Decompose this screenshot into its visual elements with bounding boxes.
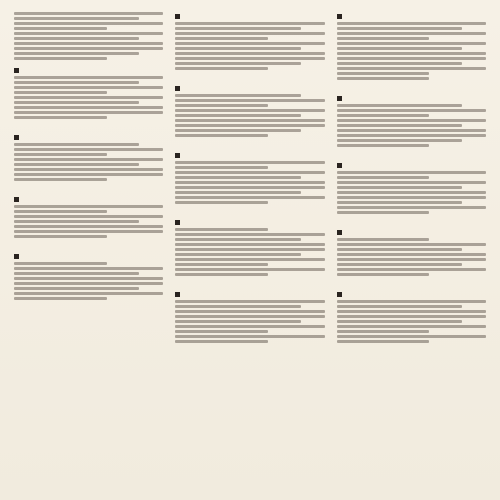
- song-entry-heading: [175, 84, 324, 92]
- text-line: [14, 52, 139, 55]
- text-line: [337, 310, 486, 313]
- text-line: [175, 186, 324, 189]
- text-line: [337, 67, 486, 70]
- text-line: [175, 253, 300, 256]
- text-line: [14, 158, 163, 161]
- text-line: [14, 116, 107, 119]
- text-line: [337, 104, 462, 107]
- text-line: [337, 72, 430, 75]
- song-entry: [337, 94, 486, 155]
- song-entry-heading: [175, 151, 324, 159]
- song-description: [337, 22, 486, 80]
- text-line: [175, 22, 324, 25]
- song-description: [175, 228, 324, 276]
- text-line: [14, 96, 163, 99]
- text-line: [175, 62, 300, 65]
- song-title-japanese: [337, 292, 482, 297]
- text-line: [175, 263, 268, 266]
- text-line: [175, 166, 268, 169]
- song-entry: [337, 228, 486, 284]
- square-bullet-icon: [337, 14, 342, 19]
- text-line: [14, 32, 163, 35]
- song-title-japanese: [14, 197, 159, 202]
- text-line: [14, 111, 163, 114]
- song-title-japanese: [175, 14, 320, 19]
- song-entry-heading: [337, 161, 486, 169]
- text-line: [175, 335, 324, 338]
- song-entry: [337, 290, 486, 351]
- text-line: [337, 330, 430, 333]
- text-line: [175, 320, 300, 323]
- song-description: [175, 161, 324, 204]
- square-bullet-icon: [175, 292, 180, 297]
- text-line: [14, 287, 139, 290]
- song-entry-heading: [175, 290, 324, 298]
- text-line: [175, 268, 324, 271]
- text-line: [175, 305, 300, 308]
- text-line: [337, 27, 462, 30]
- text-line: [337, 300, 486, 303]
- song-title-japanese: [337, 163, 482, 168]
- text-line: [175, 104, 268, 107]
- text-line: [337, 22, 486, 25]
- text-line: [175, 330, 268, 333]
- text-line: [175, 32, 324, 35]
- text-line: [175, 196, 324, 199]
- song-title-japanese: [175, 153, 320, 158]
- song-entry-heading: [175, 12, 324, 20]
- text-line: [175, 42, 324, 45]
- text-line: [175, 228, 268, 231]
- song-description: [337, 104, 486, 147]
- song-description: [175, 22, 324, 70]
- song-entry-heading: [14, 252, 163, 260]
- song-description: [175, 300, 324, 343]
- text-line: [175, 248, 324, 251]
- text-line: [175, 94, 300, 97]
- text-line: [337, 243, 486, 246]
- text-columns: [14, 12, 486, 488]
- text-line: [14, 292, 163, 295]
- text-line: [175, 181, 324, 184]
- text-line: [175, 201, 268, 204]
- text-line: [337, 268, 486, 271]
- text-line: [14, 215, 163, 218]
- text-line: [337, 320, 462, 323]
- song-description: [14, 76, 163, 119]
- text-line: [337, 62, 462, 65]
- text-line: [175, 27, 300, 30]
- song-title-japanese: [14, 254, 159, 259]
- text-line: [175, 176, 300, 179]
- song-entry-heading: [14, 66, 163, 74]
- text-line: [175, 325, 324, 328]
- text-line: [337, 315, 486, 318]
- text-line: [14, 101, 139, 104]
- text-line: [14, 205, 163, 208]
- text-line: [14, 37, 139, 40]
- text-line: [14, 235, 107, 238]
- text-line: [14, 17, 139, 20]
- text-line: [14, 57, 107, 60]
- text-line: [337, 57, 486, 60]
- song-entry: [175, 151, 324, 212]
- text-line: [337, 325, 486, 328]
- text-line: [14, 220, 139, 223]
- text-line: [175, 67, 268, 70]
- song-entry-heading: [175, 218, 324, 226]
- song-entry-heading: [337, 12, 486, 20]
- song-entry: [14, 133, 163, 189]
- text-line: [175, 171, 324, 174]
- song-title-japanese: [337, 14, 482, 19]
- text-line: [175, 129, 300, 132]
- text-line: [337, 171, 486, 174]
- text-line: [337, 196, 486, 199]
- text-line: [14, 81, 139, 84]
- text-line: [14, 47, 163, 50]
- text-line: [337, 42, 486, 45]
- text-line: [337, 37, 430, 40]
- text-line: [337, 124, 462, 127]
- text-line: [175, 161, 324, 164]
- text-line: [175, 315, 324, 318]
- column-3: [337, 12, 486, 488]
- text-line: [175, 47, 300, 50]
- song-entry-heading: [337, 228, 486, 236]
- text-line: [14, 12, 163, 15]
- text-line: [14, 22, 163, 25]
- text-line: [337, 129, 486, 132]
- song-title-japanese: [337, 96, 482, 101]
- text-line: [14, 91, 107, 94]
- text-line: [337, 109, 486, 112]
- song-title-japanese: [175, 86, 320, 91]
- text-line: [175, 310, 324, 313]
- song-entry: [175, 218, 324, 284]
- song-description: [14, 262, 163, 300]
- text-line: [175, 340, 268, 343]
- text-line: [14, 27, 107, 30]
- text-line: [337, 201, 462, 204]
- song-entry: [14, 195, 163, 246]
- square-bullet-icon: [337, 163, 342, 168]
- text-line: [14, 297, 107, 300]
- text-line: [14, 267, 163, 270]
- intro-paragraph: [14, 12, 163, 60]
- text-line: [14, 106, 163, 109]
- text-line: [175, 273, 268, 276]
- song-entry: [14, 66, 163, 127]
- song-title-japanese: [175, 220, 320, 225]
- text-line: [14, 282, 163, 285]
- text-line: [337, 211, 430, 214]
- text-line: [175, 243, 324, 246]
- song-entry-heading: [337, 94, 486, 102]
- text-line: [14, 148, 163, 151]
- text-line: [175, 191, 300, 194]
- text-line: [14, 168, 163, 171]
- text-line: [175, 124, 324, 127]
- text-line: [14, 86, 163, 89]
- text-line: [175, 114, 300, 117]
- text-line: [337, 114, 430, 117]
- song-title-japanese: [337, 230, 482, 235]
- square-bullet-icon: [175, 14, 180, 19]
- text-line: [175, 99, 324, 102]
- song-description: [14, 205, 163, 238]
- text-line: [337, 139, 462, 142]
- text-line: [337, 206, 486, 209]
- text-line: [337, 176, 430, 179]
- square-bullet-icon: [175, 220, 180, 225]
- song-description: [337, 238, 486, 276]
- text-line: [14, 173, 163, 176]
- song-description: [337, 171, 486, 214]
- text-line: [337, 134, 486, 137]
- text-line: [337, 340, 430, 343]
- text-line: [337, 77, 430, 80]
- text-line: [337, 47, 462, 50]
- song-entry-heading: [14, 133, 163, 141]
- text-line: [337, 258, 486, 261]
- text-line: [175, 109, 324, 112]
- text-line: [14, 210, 107, 213]
- text-line: [337, 248, 462, 251]
- text-line: [337, 305, 462, 308]
- song-description: [14, 143, 163, 181]
- text-line: [175, 233, 324, 236]
- text-line: [337, 144, 430, 147]
- text-line: [14, 163, 139, 166]
- text-line: [337, 186, 462, 189]
- text-line: [14, 230, 163, 233]
- text-line: [337, 191, 486, 194]
- song-title-japanese: [14, 68, 159, 73]
- song-title-japanese: [175, 292, 320, 297]
- text-line: [175, 119, 324, 122]
- text-line: [175, 37, 268, 40]
- song-description: [175, 94, 324, 137]
- song-entry: [14, 252, 163, 308]
- text-line: [337, 52, 486, 55]
- song-entry-heading: [337, 290, 486, 298]
- text-line: [175, 52, 324, 55]
- text-line: [337, 119, 486, 122]
- square-bullet-icon: [337, 96, 342, 101]
- text-line: [14, 76, 163, 79]
- square-bullet-icon: [175, 86, 180, 91]
- square-bullet-icon: [14, 197, 19, 202]
- song-title-japanese: [14, 135, 159, 140]
- text-line: [14, 272, 139, 275]
- square-bullet-icon: [337, 230, 342, 235]
- text-line: [337, 273, 430, 276]
- song-entry: [175, 290, 324, 351]
- square-bullet-icon: [337, 292, 342, 297]
- text-line: [337, 253, 486, 256]
- song-description: [337, 300, 486, 343]
- square-bullet-icon: [14, 135, 19, 140]
- song-entry: [337, 161, 486, 222]
- song-entry: [175, 84, 324, 145]
- text-line: [14, 225, 163, 228]
- song-entry: [337, 12, 486, 88]
- text-line: [14, 153, 107, 156]
- text-line: [14, 262, 107, 265]
- text-line: [14, 178, 107, 181]
- text-line: [14, 277, 163, 280]
- text-line: [337, 263, 462, 266]
- column-2: [175, 12, 324, 488]
- square-bullet-icon: [175, 153, 180, 158]
- text-line: [337, 335, 486, 338]
- text-line: [175, 238, 300, 241]
- text-line: [175, 134, 268, 137]
- song-entry-heading: [14, 195, 163, 203]
- square-bullet-icon: [14, 68, 19, 73]
- square-bullet-icon: [14, 254, 19, 259]
- text-line: [175, 300, 324, 303]
- text-line: [175, 57, 324, 60]
- text-line: [14, 143, 139, 146]
- song-entry: [175, 12, 324, 78]
- text-line: [337, 238, 430, 241]
- text-line: [14, 42, 163, 45]
- text-line: [337, 32, 486, 35]
- text-line: [337, 181, 486, 184]
- column-1: [14, 12, 163, 488]
- text-line: [175, 258, 324, 261]
